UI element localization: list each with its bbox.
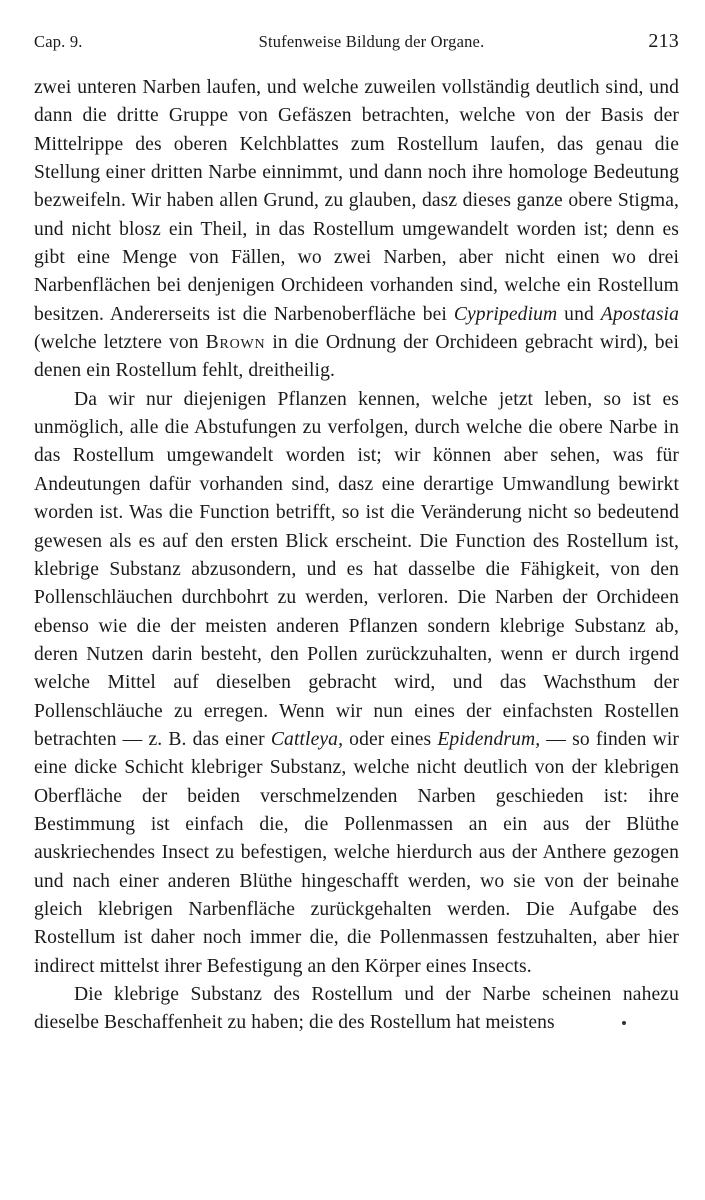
italic-term: Epidendrum, [437,728,541,750]
italic-term: Cattleya, [270,728,344,750]
stray-ink-dot [622,1021,626,1025]
body-text [34,74,679,1038]
text-run: in die Ordnung der Orchideen gebracht wird), bei denen ein Rostellum fehlt, dreitheilig. [34,332,679,382]
paragraph-1 [34,74,679,386]
paragraph-3 [34,981,679,1038]
text-run: Die klebrige Substanz des Rostellum und der Narbe scheinen nahezu dieselbe Beschaffenheit zu haben; die des Rostellum hat meistens [34,984,679,1034]
paragraph-2 [34,386,679,981]
running-head [34,30,679,64]
text-run: — so finden wir eine dicke Schicht klebriger Substanz, welche nicht deutlich von der klebrigen Oberfläche der beiden verschmelzenden Narben geschieden ist: ihre Bestimmung ist einfach die, die Pollenmassen an ein aus der Blüthe auskriechendes Insect zu befestigen, welche hierdurch aus der Anthere gezogen und nach einer anderen Blüthe hingeschafft werden, wo sie von der beinahe gleich klebrigen Narbenfläche zurückgehalten werden. Die Aufgabe des Rostellum ist daher noch immer die, die Pollenmassen festzuhalten, aber hier indirect mittelst ihrer Befestigung an den Körper eines Insects. [34,728,679,977]
chapter-label: Cap. 9. [34,32,83,51]
text-run: oder eines [343,728,438,750]
text-run: zwei unteren Narben laufen, und welche zuweilen vollständig deutlich sind, und dann die dritte Gruppe von Gefäszen betrachten, welche von der Basis der Mittelrippe des oberen Kelchblattes zum Rostellum laufen, das genau die Stellung einer dritten Narbe einnimmt, und dann noch ihre homologe Bedeutung bezweifeln. Wir haben allen Grund, zu glauben, dasz dieses ganze obere Stigma, und nicht blosz ein Theil, in das Rostellum umgewandelt worden ist; denn es gibt eine Menge von Fällen, wo zwei Narben, aber nicht einen wo drei Narbenflächen bei denjenigen Orchideen vorhanden sind, welche ein Rostellum besitzen. Andererseits ist die Narbenoberfläche bei [34,77,679,325]
text-run: (welche letztere von [34,332,206,354]
page-number: 213 [648,30,679,52]
text-run: Da wir nur diejenigen Pflanzen kennen, welche jetzt leben, so ist es unmöglich, alle die Abstufungen zu verfolgen, durch welche die obere Narbe in das Rostellum umgewandelt worden ist; wir können aber sehen, was für Andeutungen dafür vorhanden sind, dasz eine derartige Umwandlung bewirkt worden ist. Was die Function betrifft, so ist die Veränderung nicht so bedeutend gewesen als es auf den ersten Blick erscheint. Die Function des Rostellum ist, klebrige Substanz abzusondern, und es hat dasselbe die Fähigkeit, von den Pollenschläuchen durchbohrt zu werden, verloren. Die Narben der Orchideen ebenso wie die der meisten anderen Pflanzen sondern klebrige Substanz ab, deren Nutzen darin besteht, den Pollen zurückzuhalten, wenn er durch irgend welche Mittel auf dieselben gebracht wird, und das Wachsthum der Pollenschläuche zu erregen. Wenn wir nun eines der einfachsten Rostellen betrachten — z. B. das einer [34,388,679,750]
italic-term: Apostasia [600,303,679,325]
text-run: und [557,303,601,325]
italic-term: Cypripedium [453,303,558,325]
running-title: Stufenweise Bildung der Organe. [258,32,485,51]
book-page [34,30,679,1038]
author-name: Brown [205,332,266,354]
